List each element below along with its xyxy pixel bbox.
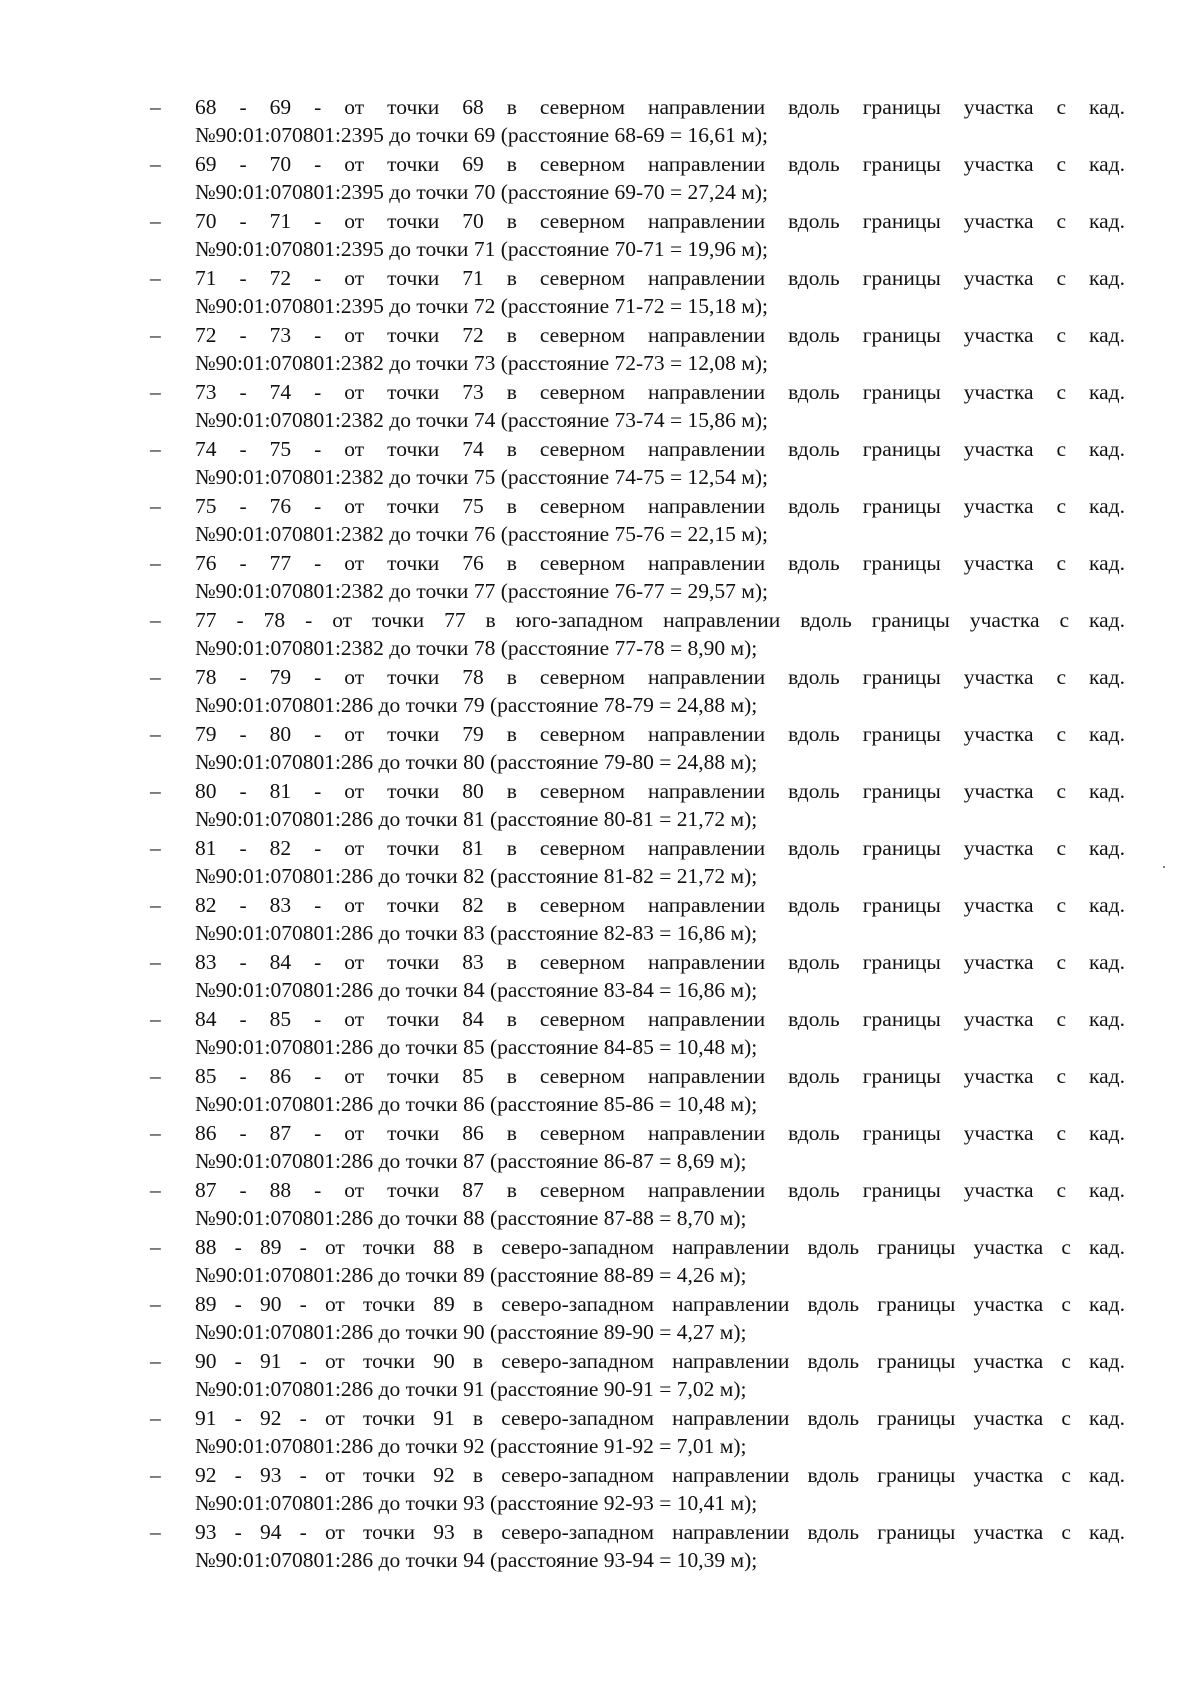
- segment-description-line: 91 - 92 - от точки 91 в северо-западном направлении вдоль границы участка с кад.: [195, 1406, 1125, 1430]
- segment-description-line: 89 - 90 - от точки 89 в северо-западном направлении вдоль границы участка с кад.: [195, 1292, 1125, 1316]
- boundary-segment-item: [150, 207, 1125, 264]
- list-dash-marker: –: [150, 1463, 161, 1487]
- boundary-segment-item: [150, 549, 1125, 606]
- boundary-segment-item: [150, 663, 1125, 720]
- boundary-segment-item: [150, 492, 1125, 549]
- segment-parcel-distance-line: №90:01:070801:2382 до точки 78 (расстояние 77-78 = 8,90 м);: [195, 636, 758, 660]
- segment-description-line: 69 - 70 - от точки 69 в северном направлении вдоль границы участка с кад.: [195, 152, 1125, 176]
- segment-description-line: 84 - 85 - от точки 84 в северном направлении вдоль границы участка с кад.: [195, 1007, 1125, 1031]
- segment-parcel-distance-line: №90:01:070801:2395 до точки 71 (расстояние 70-71 = 19,96 м);: [195, 237, 769, 261]
- segment-description-line: 79 - 80 - от точки 79 в северном направлении вдоль границы участка с кад.: [195, 722, 1125, 746]
- segment-parcel-distance-line: №90:01:070801:286 до точки 91 (расстояние 90-91 = 7,02 м);: [195, 1377, 747, 1401]
- boundary-segment-item: [150, 948, 1125, 1005]
- segment-description-line: 88 - 89 - от точки 88 в северо-западном направлении вдоль границы участка с кад.: [195, 1235, 1125, 1259]
- segment-description-line: 92 - 93 - от точки 92 в северо-западном направлении вдоль границы участка с кад.: [195, 1463, 1125, 1487]
- list-dash-marker: –: [150, 1520, 161, 1544]
- list-dash-marker: –: [150, 1406, 161, 1430]
- boundary-segment-item: [150, 1518, 1125, 1575]
- boundary-segment-item: [150, 1290, 1125, 1347]
- boundary-segment-item: [150, 834, 1125, 891]
- segment-description-line: 81 - 82 - от точки 81 в северном направлении вдоль границы участка с кад.: [195, 836, 1125, 860]
- segment-parcel-distance-line: №90:01:070801:2395 до точки 72 (расстояние 71-72 = 15,18 м);: [195, 294, 769, 318]
- segment-parcel-distance-line: №90:01:070801:2382 до точки 74 (расстояние 73-74 = 15,86 м);: [195, 408, 769, 432]
- segment-parcel-distance-line: №90:01:070801:2382 до точки 73 (расстояние 72-73 = 12,08 м);: [195, 351, 769, 375]
- list-dash-marker: –: [150, 266, 161, 290]
- list-dash-marker: –: [150, 551, 161, 575]
- boundary-segment-item: [150, 777, 1125, 834]
- segment-parcel-distance-line: №90:01:070801:286 до точки 82 (расстояние 81-82 = 21,72 м);: [195, 864, 758, 888]
- segment-parcel-distance-line: №90:01:070801:2382 до точки 76 (расстояние 75-76 = 22,15 м);: [195, 522, 769, 546]
- segment-description-line: 75 - 76 - от точки 75 в северном направлении вдоль границы участка с кад.: [195, 494, 1125, 518]
- segment-parcel-distance-line: №90:01:070801:286 до точки 89 (расстояние 88-89 = 4,26 м);: [195, 1263, 747, 1287]
- segment-description-line: 68 - 69 - от точки 68 в северном направлении вдоль границы участка с кад.: [195, 95, 1125, 119]
- segment-description-line: 90 - 91 - от точки 90 в северо-западном направлении вдоль границы участка с кад.: [195, 1349, 1125, 1373]
- list-dash-marker: –: [150, 380, 161, 404]
- list-dash-marker: –: [150, 323, 161, 347]
- segment-parcel-distance-line: №90:01:070801:286 до точки 86 (расстояние 85-86 = 10,48 м);: [195, 1092, 758, 1116]
- segment-description-line: 86 - 87 - от точки 86 в северном направлении вдоль границы участка с кад.: [195, 1121, 1125, 1145]
- segment-parcel-distance-line: №90:01:070801:2395 до точки 69 (расстояние 68-69 = 16,61 м);: [195, 123, 769, 147]
- list-dash-marker: –: [150, 1007, 161, 1031]
- list-dash-marker: –: [150, 779, 161, 803]
- segment-parcel-distance-line: №90:01:070801:286 до точки 93 (расстояние 92-93 = 10,41 м);: [195, 1491, 758, 1515]
- list-dash-marker: –: [150, 665, 161, 689]
- list-dash-marker: –: [150, 1121, 161, 1145]
- segment-description-line: 70 - 71 - от точки 70 в северном направлении вдоль границы участка с кад.: [195, 209, 1125, 233]
- list-dash-marker: –: [150, 836, 161, 860]
- list-dash-marker: –: [150, 1292, 161, 1316]
- list-dash-marker: –: [150, 209, 161, 233]
- segment-parcel-distance-line: №90:01:070801:286 до точки 92 (расстояние 91-92 = 7,01 м);: [195, 1434, 747, 1458]
- list-dash-marker: –: [150, 494, 161, 518]
- list-dash-marker: –: [150, 95, 161, 119]
- scan-speck: [1163, 866, 1165, 868]
- segment-parcel-distance-line: №90:01:070801:2395 до точки 70 (расстояние 69-70 = 27,24 м);: [195, 180, 769, 204]
- segment-parcel-distance-line: №90:01:070801:286 до точки 79 (расстояние 78-79 = 24,88 м);: [195, 693, 758, 717]
- segment-parcel-distance-line: №90:01:070801:286 до точки 80 (расстояние 79-80 = 24,88 м);: [195, 750, 758, 774]
- segment-parcel-distance-line: №90:01:070801:286 до точки 94 (расстояние 93-94 = 10,39 м);: [195, 1548, 758, 1572]
- segment-description-line: 93 - 94 - от точки 93 в северо-западном направлении вдоль границы участка с кад.: [195, 1520, 1125, 1544]
- boundary-segment-item: [150, 891, 1125, 948]
- boundary-segment-item: [150, 1347, 1125, 1404]
- boundary-segment-item: [150, 1233, 1125, 1290]
- boundary-segment-item: [150, 150, 1125, 207]
- list-dash-marker: –: [150, 1235, 161, 1259]
- segment-parcel-distance-line: №90:01:070801:286 до точки 87 (расстояние 86-87 = 8,69 м);: [195, 1149, 747, 1173]
- segment-description-line: 83 - 84 - от точки 83 в северном направлении вдоль границы участка с кад.: [195, 950, 1125, 974]
- list-dash-marker: –: [150, 1178, 161, 1202]
- segment-description-line: 73 - 74 - от точки 73 в северном направлении вдоль границы участка с кад.: [195, 380, 1125, 404]
- list-dash-marker: –: [150, 1349, 161, 1373]
- segment-parcel-distance-line: №90:01:070801:286 до точки 88 (расстояние 87-88 = 8,70 м);: [195, 1206, 747, 1230]
- boundary-segment-item: [150, 1404, 1125, 1461]
- segment-description-line: 71 - 72 - от точки 71 в северном направлении вдоль границы участка с кад.: [195, 266, 1125, 290]
- boundary-segment-item: [150, 1005, 1125, 1062]
- segment-description-line: 87 - 88 - от точки 87 в северном направлении вдоль границы участка с кад.: [195, 1178, 1125, 1202]
- boundary-segment-item: [150, 435, 1125, 492]
- boundary-segment-item: [150, 720, 1125, 777]
- list-dash-marker: –: [150, 152, 161, 176]
- segment-description-line: 82 - 83 - от точки 82 в северном направлении вдоль границы участка с кад.: [195, 893, 1125, 917]
- segment-parcel-distance-line: №90:01:070801:2382 до точки 75 (расстояние 74-75 = 12,54 м);: [195, 465, 769, 489]
- segment-description-line: 76 - 77 - от точки 76 в северном направлении вдоль границы участка с кад.: [195, 551, 1125, 575]
- segment-parcel-distance-line: №90:01:070801:286 до точки 84 (расстояние 83-84 = 16,86 м);: [195, 978, 758, 1002]
- segment-parcel-distance-line: №90:01:070801:2382 до точки 77 (расстояние 76-77 = 29,57 м);: [195, 579, 769, 603]
- boundary-segment-item: [150, 1119, 1125, 1176]
- boundary-segment-item: [150, 321, 1125, 378]
- segment-parcel-distance-line: №90:01:070801:286 до точки 81 (расстояние 80-81 = 21,72 м);: [195, 807, 758, 831]
- boundary-segment-item: [150, 1062, 1125, 1119]
- boundary-segment-item: [150, 1461, 1125, 1518]
- segment-parcel-distance-line: №90:01:070801:286 до точки 85 (расстояние 84-85 = 10,48 м);: [195, 1035, 758, 1059]
- segment-description-line: 78 - 79 - от точки 78 в северном направлении вдоль границы участка с кад.: [195, 665, 1125, 689]
- segment-description-line: 74 - 75 - от точки 74 в северном направлении вдоль границы участка с кад.: [195, 437, 1125, 461]
- boundary-segment-item: [150, 606, 1125, 663]
- boundary-segment-item: [150, 1176, 1125, 1233]
- segment-description-line: 80 - 81 - от точки 80 в северном направлении вдоль границы участка с кад.: [195, 779, 1125, 803]
- list-dash-marker: –: [150, 1064, 161, 1088]
- list-dash-marker: –: [150, 893, 161, 917]
- segment-description-line: 85 - 86 - от точки 85 в северном направлении вдоль границы участка с кад.: [195, 1064, 1125, 1088]
- list-dash-marker: –: [150, 608, 161, 632]
- segment-parcel-distance-line: №90:01:070801:286 до точки 83 (расстояние 82-83 = 16,86 м);: [195, 921, 758, 945]
- segment-description-line: 72 - 73 - от точки 72 в северном направлении вдоль границы участка с кад.: [195, 323, 1125, 347]
- segment-parcel-distance-line: №90:01:070801:286 до точки 90 (расстояние 89-90 = 4,27 м);: [195, 1320, 747, 1344]
- list-dash-marker: –: [150, 950, 161, 974]
- list-dash-marker: –: [150, 437, 161, 461]
- list-dash-marker: –: [150, 722, 161, 746]
- segment-description-line: 77 - 78 - от точки 77 в юго-западном направлении вдоль границы участка с кад.: [195, 608, 1125, 632]
- boundary-segment-item: [150, 264, 1125, 321]
- boundary-segment-item: [150, 378, 1125, 435]
- boundary-description-list: [150, 93, 1125, 1575]
- boundary-segment-item: [150, 93, 1125, 150]
